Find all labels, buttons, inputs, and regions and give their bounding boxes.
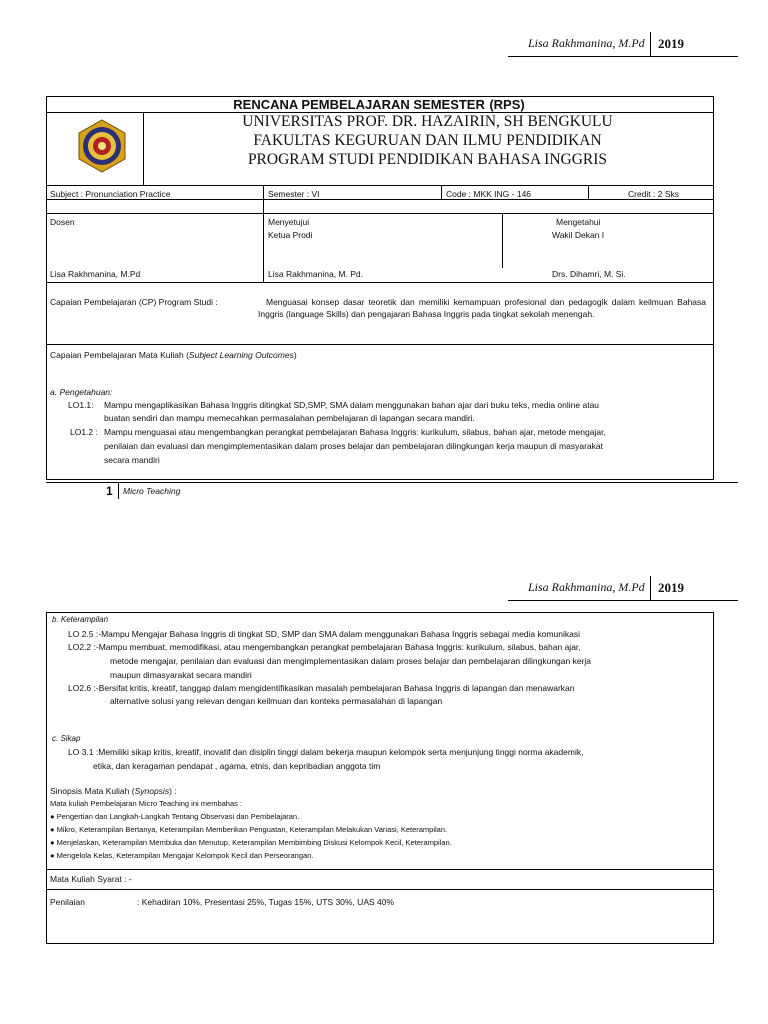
lo25-text: LO 2.5 :-Mampu Mengajar Bahasa Inggris di tingkat SD, SMP dan SMA dalam menggunakan Bahasa Inggris sebagai media komunikasi	[68, 629, 581, 639]
list-item: ● Mengelola Kelas, Keterampilan Mengajar Kelompok Kecil dan Perseorangan.	[50, 851, 314, 860]
lo11-code: LO1.1:	[68, 400, 94, 410]
lo31-text: LO 3.1 :Memiliki sikap kritis, kreatif, inovatif dan disiplin tinggi dalam bekerja maupun kelompok serta menjunjung tinggi norma akademik,	[68, 747, 584, 757]
lo11-text: Mampu mengaplikasikan Bahasa Inggris ditingkat SD,SMP, SMA dalam menggunakan bahan ajar dari buku teks, media online atau	[104, 400, 600, 410]
rps-title: RENCANA PEMBELAJARAN SEMESTER	[233, 97, 485, 112]
code-field: Code : MKK ING - 146	[446, 189, 532, 199]
cpmk-heading: Capaian Pembelajaran Mata Kuliah (Subject Learning Outcomes)	[50, 350, 297, 360]
syarat-field: Mata Kuliah Syarat : -	[50, 874, 132, 884]
subject-field: Subject : Pronunciation Practice	[50, 189, 171, 199]
lo12-code: LO1.2 :	[70, 427, 98, 437]
dosen-name: Lisa Rakhmanina, M.Pd	[50, 269, 141, 279]
ketua-prodi-label: Ketua Prodi	[268, 230, 313, 240]
keterampilan-heading: b. Keterampilan	[52, 615, 109, 624]
header-divider	[650, 32, 651, 56]
penilaian-text: : Kehadiran 10%, Presentasi 25%, Tugas 15%, UTS 30%, UAS 40%	[137, 897, 395, 907]
lo22-text-3: maupun dimasyarakat secara mandiri	[110, 670, 252, 680]
lo12-text: Mampu menguasai atau mengembangkan perangkat pembelajaran Bahasa Inggris: kurikulum, silabus, bahan ajar, metode mengajar,	[104, 427, 606, 437]
header-rule	[508, 56, 738, 57]
header-year: 2019	[658, 36, 684, 51]
university-logo	[74, 118, 130, 174]
semester-field: Semester : VI	[268, 189, 320, 199]
lo22-text-2: metode mengajar, penilaian dan evaluasi dan mengimplementasikan dalam proses belajar dan pembelajaran dilingkungan kerja	[110, 656, 592, 666]
sinopsis-heading: Sinopsis Mata Kuliah (Synopsis) :	[50, 786, 177, 796]
lo11-text-2: buatan sendiri dan mampu memecahkan permasalahan pembelajaran di lapangan secara mandiri.	[104, 413, 475, 423]
lo26-text-2: alternative solusi yang relevan dengan keilmuan dan konteks permasalahan di lapangan	[110, 696, 443, 706]
lo22-text: LO2.2 :-Mampu membuat, memodifikasi, atau mengembangkan perangkat pembelajaran Bahasa Inggris: kurikulum, silabus, bahan ajar,	[68, 642, 581, 652]
header-year-2: 2019	[658, 580, 684, 595]
lo12-text-2: penilaian dan evaluasi dan mengimplementasikan dalam proses belajar dan pembelajaran dilingkungan kerja maupun di masyarakat	[104, 441, 603, 451]
header-author: Lisa Rakhmanina, M.Pd	[528, 36, 645, 50]
pengetahuan-heading: a. Pengetahuan:	[50, 387, 113, 397]
faculty-name: FAKULTAS KEGURUAN DAN ILMU PENDIDIKAN	[253, 132, 602, 149]
university-name: UNIVERSITAS PROF. DR. HAZAIRIN, SH BENGKULU	[242, 113, 613, 130]
page-number: 1	[106, 484, 113, 498]
mengetahui-label: Mengetahui	[556, 217, 601, 227]
wakil-dekan-name: Drs. Dihamri, M. Si.	[552, 269, 626, 279]
sinopsis-intro: Mata kuliah Pembelajaran Micro Teaching ini membahas :	[50, 799, 243, 808]
footer-rule	[46, 482, 738, 483]
menyetujui-label: Menyetujui	[268, 217, 310, 227]
header-author-2: Lisa Rakhmanina, M.Pd	[528, 580, 645, 594]
dosen-label: Dosen	[50, 217, 75, 227]
rps-title-suffix: (RPS)	[489, 97, 525, 112]
footer-course: Micro Teaching	[123, 486, 181, 496]
lo26-text: LO2.6 :-Bersifat kritis, kreatif, tanggap dalam mengidentifikasikan masalah pembelajaran Bahasa Inggris di lapangan dan menawarkan	[68, 683, 575, 693]
lo12-text-3: secara mandiri	[104, 455, 160, 465]
sikap-heading: c. Sikap	[52, 734, 81, 743]
cp-label: Capaian Pembelajaran (CP) Program Studi :	[50, 297, 218, 307]
sinopsis-list	[50, 810, 452, 862]
penilaian-label: Penilaian	[50, 897, 85, 907]
program-name: PROGRAM STUDI PENDIDIKAN BAHASA INGGRIS	[247, 151, 608, 168]
ketua-prodi-name: Lisa Rakhmanina, M. Pd.	[268, 269, 363, 279]
list-item: ● Menjelaskan, Keterampilan Membuka dan Menutup, Keterampilan Membimbing Diskusi Kelompok Kecil, Keterampilan.	[50, 838, 452, 847]
lo31-text-2: etika, dan keragaman pendapat , agama, etnis, dan kepribadian anggota tim	[93, 761, 381, 771]
list-item: ● Mikro, Keterampilan Bertanya, Keterampilan Memberikan Penguatan, Keterampilan Melakukan Variasi, Keterampilan.	[50, 825, 448, 834]
list-item: ● Pengertian dan Langkah-Langkah Tentang Observasi dan Pembelajaran.	[50, 812, 300, 821]
wakil-dekan-label: Wakil Dekan I	[552, 230, 605, 240]
cp-text: Menguasai konsep dasar teoretik dan memiliki kemampuan profesional dan pedagogik dalam keilmuan Bahasa Inggris (language Skills) dan pengajaran Bahasa Inggris pada tingkat sekolah menengah.	[258, 297, 706, 319]
credit-field: Credit : 2 Sks	[628, 189, 680, 199]
